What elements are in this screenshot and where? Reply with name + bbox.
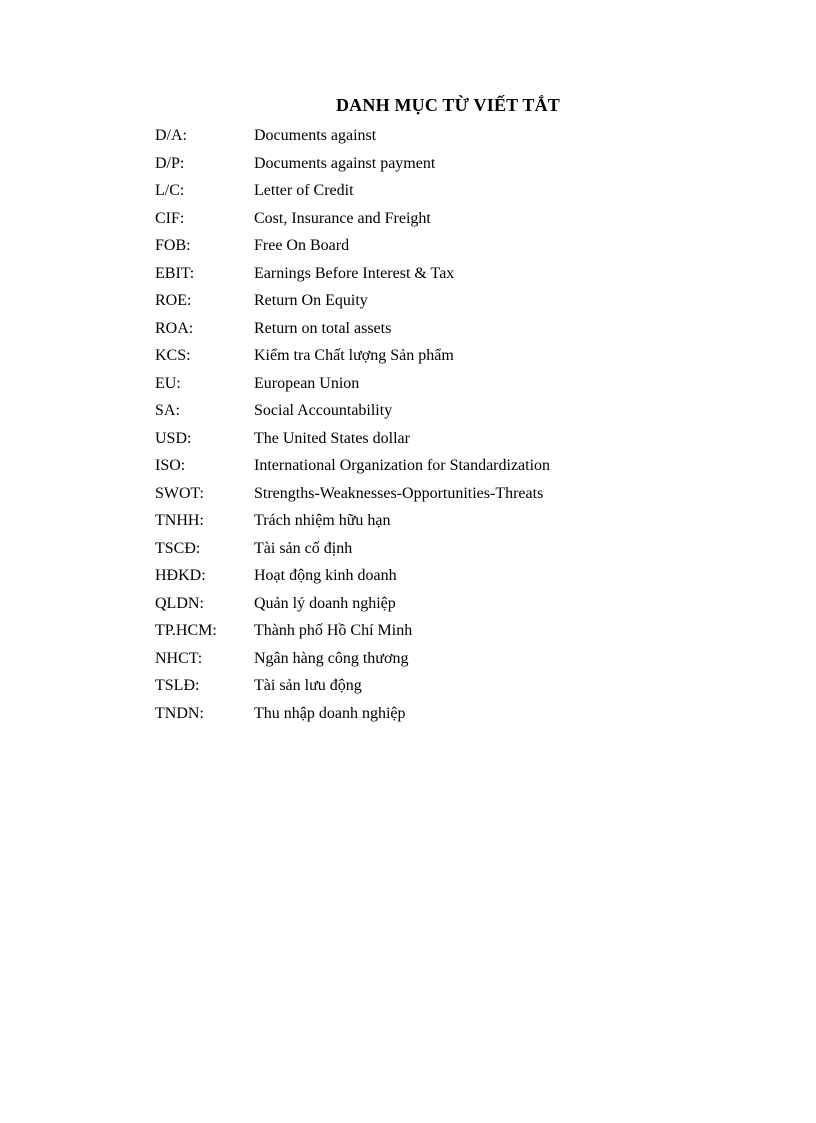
abbreviation-meaning: Kiểm tra Chất lượng Sản phẩm (254, 347, 454, 364)
abbreviation-term: TSCĐ: (155, 539, 201, 557)
abbreviation-term: QLDN: (155, 594, 204, 612)
abbreviation-term: TP.HCM: (155, 622, 217, 639)
abbreviation-row (155, 566, 550, 594)
abbreviation-meaning: The United States dollar (254, 429, 410, 447)
abbreviation-meaning: Return on total assets (254, 319, 392, 337)
abbreviation-meaning: Documents against payment (254, 154, 436, 172)
abbreviation-row (155, 429, 550, 457)
abbreviation-meaning: Trách nhiệm hữu hạn (254, 512, 391, 529)
abbreviation-term: L/C: (155, 182, 185, 199)
abbreviation-meaning: Earnings Before Interest & Tax (254, 264, 455, 282)
abbreviation-row (155, 456, 550, 484)
abbreviation-list (155, 126, 550, 731)
abbreviation-row (155, 511, 550, 539)
abbreviation-row (155, 181, 550, 209)
abbreviation-term: USD: (155, 429, 192, 447)
abbreviation-row (155, 539, 550, 567)
abbreviation-term: KCS: (155, 347, 191, 364)
abbreviation-meaning: Strengths-Weaknesses-Opportunities-Threats (254, 484, 544, 502)
abbreviation-row (155, 126, 550, 154)
abbreviation-term: EU: (155, 374, 181, 392)
abbreviation-term: ROA: (155, 319, 194, 337)
abbreviation-meaning: Quản lý doanh nghiệp (254, 594, 396, 612)
abbreviation-row (155, 291, 550, 319)
abbreviation-meaning: Tài sản cố định (254, 539, 353, 557)
abbreviation-meaning: Letter of Credit (254, 182, 354, 199)
abbreviation-row (155, 209, 550, 237)
abbreviation-row (155, 374, 550, 402)
abbreviation-meaning: Free On Board (254, 237, 350, 254)
abbreviation-meaning: Social Accountability (254, 402, 393, 419)
abbreviation-meaning: International Organization for Standardization (254, 457, 551, 474)
abbreviation-row (155, 484, 550, 512)
abbreviation-term: ROE: (155, 292, 192, 309)
abbreviation-term: TNHH: (155, 512, 204, 529)
abbreviation-row (155, 236, 550, 264)
abbreviation-meaning: Tài sản lưu động (254, 677, 362, 694)
abbreviation-meaning: Ngân hàng công thương (254, 649, 409, 667)
abbreviation-term: D/P: (155, 154, 185, 172)
abbreviation-term: NHCT: (155, 649, 203, 667)
abbreviation-meaning: Return On Equity (254, 292, 368, 309)
abbreviation-row (155, 154, 550, 182)
abbreviation-meaning: Cost, Insurance and Freight (254, 209, 431, 227)
abbreviation-term: SWOT: (155, 484, 204, 502)
abbreviation-meaning: Documents against (254, 127, 377, 144)
abbreviation-row (155, 594, 550, 622)
abbreviation-term: ISO: (155, 457, 186, 474)
abbreviation-term: SA: (155, 402, 180, 419)
abbreviation-term: TNDN: (155, 704, 204, 722)
abbreviation-term: CIF: (155, 209, 185, 227)
abbreviation-row (155, 319, 550, 347)
abbreviation-row (155, 401, 550, 429)
abbreviation-row (155, 264, 550, 292)
abbreviation-row (155, 649, 550, 677)
abbreviation-meaning: Thành phố Hồ Chí Minh (254, 622, 413, 639)
abbreviation-term: TSLĐ: (155, 677, 200, 694)
page-title: DANH MỤC TỪ VIẾT TẮT (335, 95, 561, 115)
abbreviation-term: FOB: (155, 237, 191, 254)
abbreviation-meaning: European Union (254, 374, 360, 392)
abbreviation-row (155, 676, 550, 704)
abbreviation-term: D/A: (155, 127, 187, 144)
abbreviation-meaning: Thu nhập doanh nghiệp (254, 704, 406, 722)
abbreviation-meaning: Hoạt động kinh doanh (254, 567, 397, 584)
abbreviation-row (155, 704, 550, 732)
abbreviation-row (155, 621, 550, 649)
abbreviation-term: EBIT: (155, 264, 195, 282)
abbreviation-term: HĐKD: (155, 567, 206, 584)
abbreviation-row (155, 346, 550, 374)
